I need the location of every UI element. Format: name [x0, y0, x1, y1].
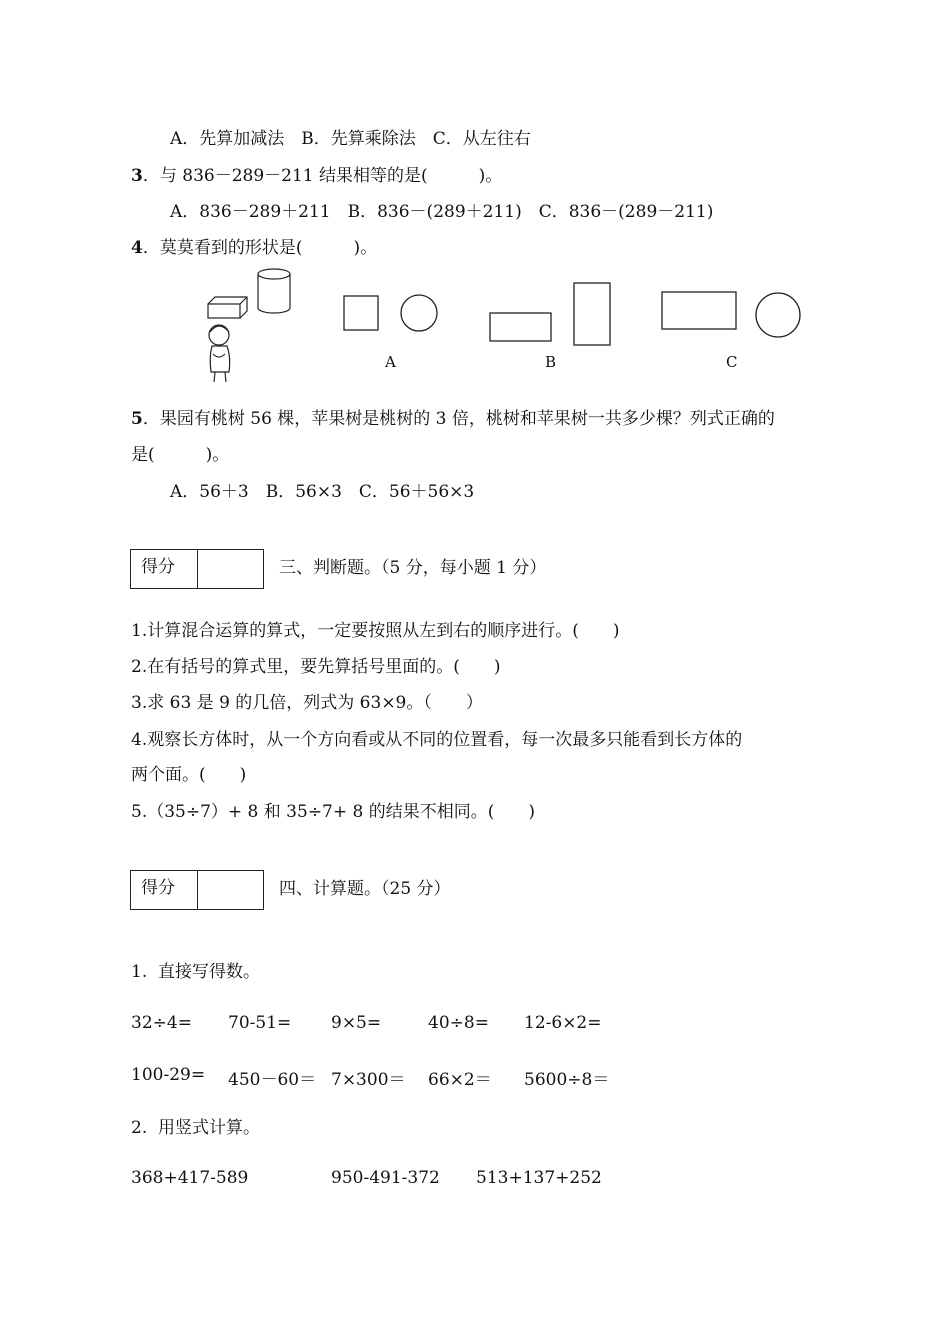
score-box-section3: [130, 549, 264, 589]
judge-item-3: 3.求 63 是 9 的几倍，列式为 63×9。（ ）: [131, 693, 483, 713]
q4-option-a-shapes: [340, 292, 440, 336]
calc-item: 7×300＝: [331, 1070, 406, 1090]
vertical-calc-item: 368+417-589: [131, 1168, 249, 1188]
calc-item: 450－60＝: [228, 1070, 317, 1090]
q4-text: ．莫莫看到的形状是( )。: [142, 238, 378, 258]
judge-item-5: 5.（35÷7）+ 8 和 35÷7+ 8 的结果不相同。( ): [131, 802, 536, 822]
q4-figure-child-with-objects: [195, 262, 305, 387]
q4-option-c-shapes: [658, 288, 808, 342]
question-4: [131, 237, 377, 259]
q4-label-b: B: [545, 353, 557, 371]
q4-option-b-shapes: [486, 280, 616, 350]
vertical-calc-item: 950-491-372: [331, 1168, 440, 1188]
q4-number: 4: [131, 238, 143, 258]
calc-item: 100-29=: [131, 1065, 206, 1085]
q3-text: ．与 836－289－211 结果相等的是( )。: [142, 166, 503, 186]
q2-options: A．先算加减法 B．先算乘除法 C．从左往右: [170, 129, 531, 149]
q3-number: 3: [131, 166, 143, 186]
question-5: [131, 408, 775, 430]
section3-title: 三、判断题。（5 分，每小题 1 分）: [279, 558, 547, 578]
calc-item: 66×2＝: [428, 1070, 492, 1090]
vertical-calc-item: 513+137+252: [476, 1168, 602, 1188]
q3-options: A．836－289＋211 B．836－(289＋211) C．836－(289－211): [170, 202, 714, 222]
question-3: [131, 165, 502, 187]
q5-number: 5: [131, 409, 143, 429]
judge-item-4-cont: 两个面。( ): [131, 765, 247, 785]
calc-item: 5600÷8＝: [524, 1070, 610, 1090]
score-label: 得分: [131, 871, 198, 909]
calc-item: 12-6×2=: [524, 1013, 602, 1033]
q5-options: A．56＋3 B．56×3 C．56＋56×3: [170, 482, 475, 502]
calc-item: 9×5=: [331, 1013, 382, 1033]
calc-sub1-title: 1. 直接写得数。: [131, 962, 261, 982]
calc-sub2-title: 2. 用竖式计算。: [131, 1118, 261, 1138]
judge-item-4: 4.观察长方体时，从一个方向看或从不同的位置看，每一次最多只能看到长方体的: [131, 730, 743, 750]
calc-item: 32÷4=: [131, 1013, 192, 1033]
judge-item-1: 1.计算混合运算的算式，一定要按照从左到右的顺序进行。( ): [131, 621, 620, 641]
q5-line2: 是( )。: [131, 445, 230, 465]
q5-line1: ．果园有桃树 56 棵，苹果树是桃树的 3 倍，桃树和苹果树一共多少棵？列式正确的: [142, 409, 775, 429]
q4-label-a: A: [385, 353, 396, 371]
calc-item: 70-51=: [228, 1013, 292, 1033]
section4-title: 四、计算题。（25 分）: [279, 879, 451, 899]
score-label: 得分: [131, 550, 198, 588]
score-box-section4: [130, 870, 264, 910]
calc-item: 40÷8=: [428, 1013, 489, 1033]
q4-label-c: C: [726, 353, 738, 371]
judge-item-2: 2.在有括号的算式里，要先算括号里面的。( ): [131, 657, 501, 677]
